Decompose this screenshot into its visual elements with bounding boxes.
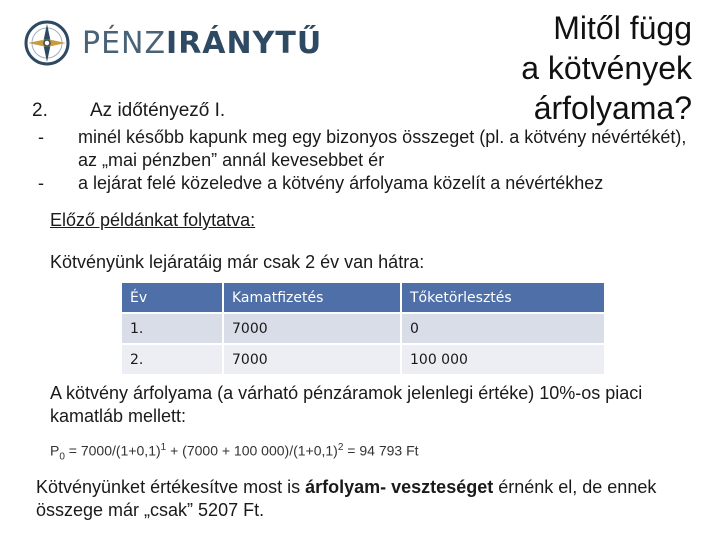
formula-exp2: 2 [337,442,344,453]
compass-icon [22,18,72,68]
conclusion-text [36,476,696,522]
bullet-item [38,172,698,195]
formula-part2: + (7000 + 100 000)/(1+0,1) [166,442,338,459]
cell-principal: 0 [401,313,605,344]
section-number: 2. [32,100,48,121]
bullet-text: a lejárat felé közeledve a kötvény árfolyama közelít a névértékhez [78,173,604,193]
price-formula [50,442,419,462]
logo-wordmark [82,26,322,61]
bullet-dash: - [38,127,44,147]
intro-text: Kötvényünk lejáratáig már csak 2 év van hátra: [50,252,425,272]
table-row [121,313,605,344]
title-line-3: árfolyama? [533,90,692,126]
formula-p: P [50,442,60,459]
bullet-text: minél később kapunk meg egy bizonyos összeget (pl. a kötvény névértékét), az „mai pénzben” annál kevesebbet ér [78,127,687,170]
conclusion-after: érnénk el, de ennek összege már „csak” 5207 Ft. [36,477,657,520]
cell-interest: 7000 [223,313,401,344]
cell-year: 2. [121,344,223,375]
col-header-principal: Tőketörlesztés [401,282,605,313]
table-header-row [121,282,605,313]
cell-principal: 100 000 [401,344,605,375]
logo-part2: IRÁNYTŰ [166,25,323,61]
section-heading [32,100,225,122]
example-heading: Előző példánkat folytatva: [50,210,256,230]
formula-part1: = 7000/(1+0,1) [64,442,161,459]
page-title [521,8,692,128]
table-row [121,344,605,375]
bullet-item [38,126,698,172]
title-line-2: a kötvények [521,50,692,86]
cell-year: 1. [121,313,223,344]
col-header-year: Év [121,282,223,313]
cell-interest: 7000 [223,344,401,375]
bullet-dash: - [38,173,44,193]
section-label: Az időtényező I. [90,100,226,121]
formula-part3: = 94 793 Ft [343,442,419,459]
conclusion-before: Kötvényünket értékesítve most is [36,477,306,497]
formula-exp1: 1 [160,442,167,453]
bullet-list [38,126,698,195]
title-line-1: Mitől függ [553,10,692,46]
conclusion-bold: árfolyam- veszteséget [305,477,494,497]
col-header-interest: Kamatfizetés [223,282,401,313]
formula-sub: 0 [59,451,65,463]
cashflow-table [120,281,606,376]
price-explanation: A kötvény árfolyama (a várható pénzáramok jelenlegi értéke) 10%-os piaci kamatláb mellett: [50,383,643,426]
logo-part1: PÉNZ [82,25,167,61]
logo [22,18,322,68]
